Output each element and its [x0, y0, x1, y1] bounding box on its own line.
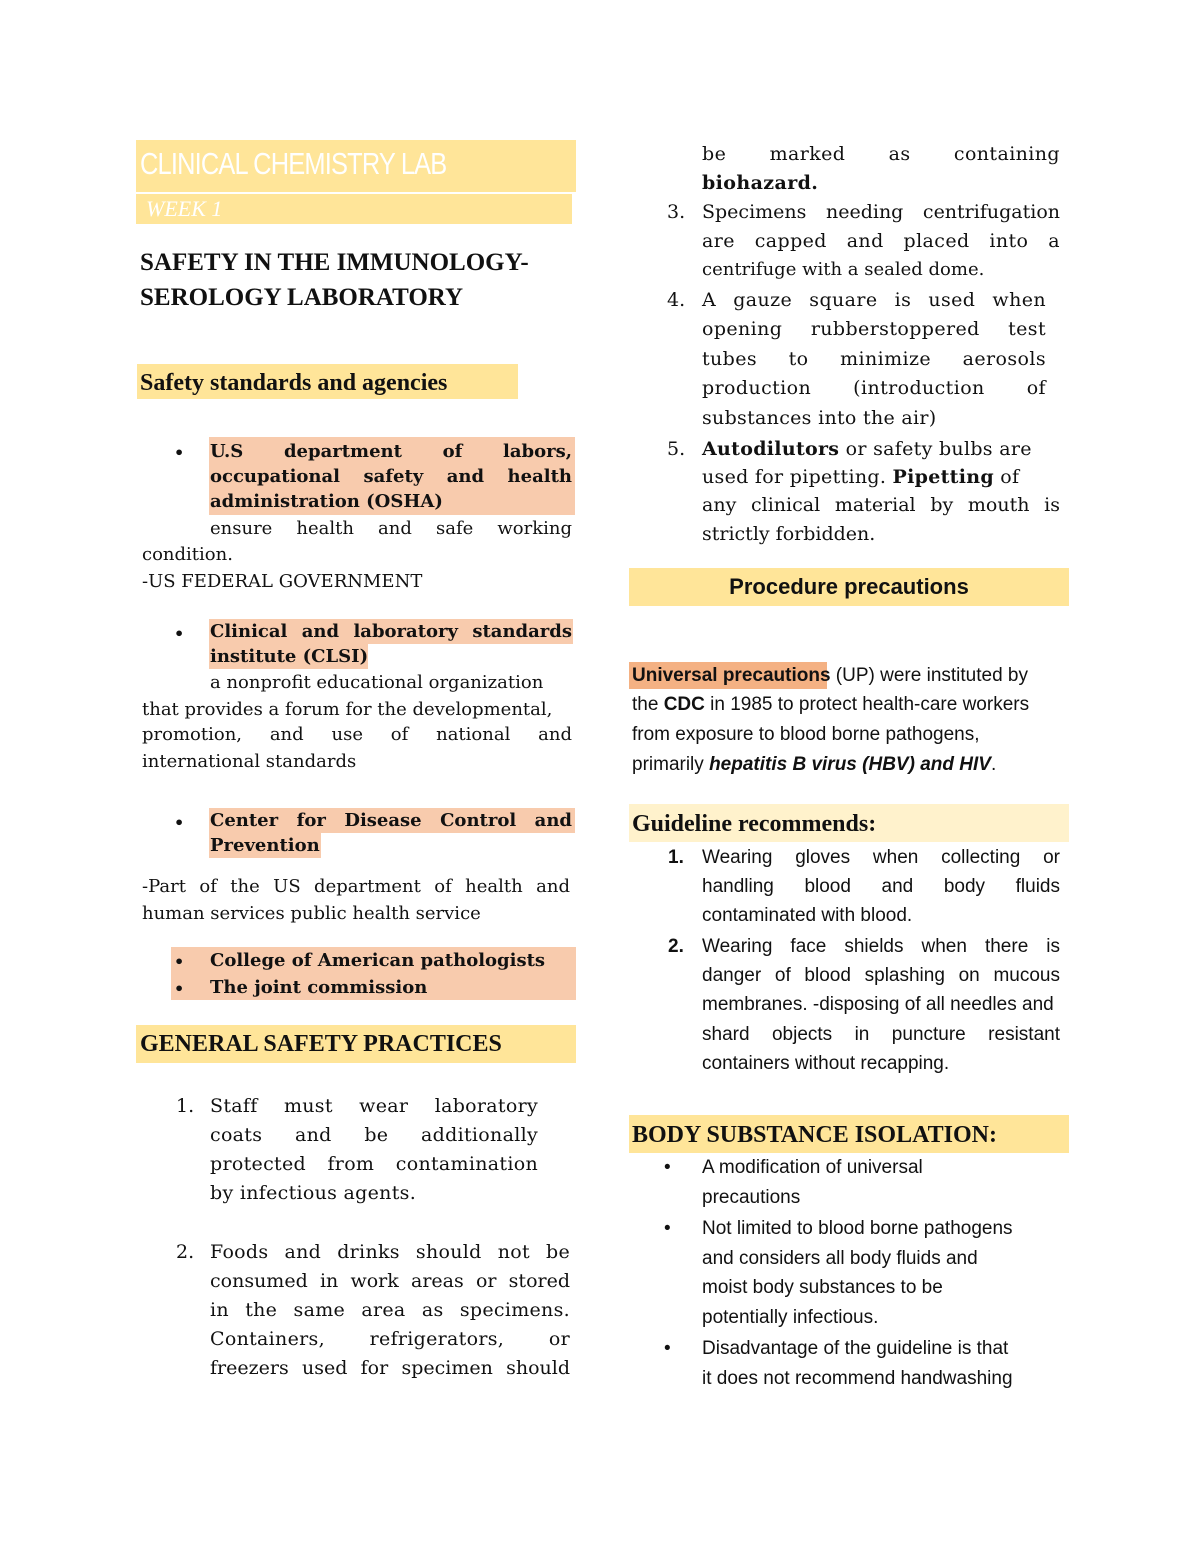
clsi-desc-line2: that provides a forum for the developmental,	[142, 699, 553, 720]
guide-number: 2.	[668, 936, 684, 957]
cap-item: College of American pathologists	[210, 950, 546, 971]
item-number: 3.	[667, 201, 686, 223]
practice2-line: consumed in work areas or stored	[210, 1270, 570, 1292]
item3-line: centrifuge with a sealed dome.	[702, 259, 985, 280]
guide1-line: handling blood and body fluids	[702, 876, 1060, 897]
guide2-line: Wearing face shields when there is	[702, 936, 1060, 957]
cdc-text: CDC	[663, 694, 705, 715]
practice2-line: in the same area as specimens.	[210, 1299, 570, 1321]
item-number: 5.	[667, 438, 686, 460]
item4-line: opening rubberstoppered test	[702, 318, 1046, 340]
practice2-line: freezers used for specimen should	[210, 1357, 570, 1379]
item3-line: are capped and placed into a	[702, 230, 1060, 252]
week-label: WEEK 1	[146, 196, 223, 221]
bullet-icon: •	[664, 1218, 671, 1239]
item5-text: of	[993, 466, 1020, 488]
bullet-icon: •	[174, 443, 185, 462]
up-line1	[632, 661, 1028, 691]
cdc-line1: Center for Disease Control and	[210, 810, 572, 831]
pipetting-text: Pipetting	[892, 466, 994, 488]
guide2-line: containers without recapping.	[702, 1053, 950, 1074]
bullet-icon: •	[664, 1157, 671, 1178]
guide1-line: Wearing gloves when collecting or	[702, 847, 1060, 868]
practice1-line: coats and be additionally	[210, 1124, 538, 1146]
page-title-line2: SEROLOGY LABORATORY	[140, 284, 464, 311]
item5-text: used for pipetting.	[702, 466, 893, 488]
hbv-hiv-text: hepatitis B virus (HBV) and HIV	[709, 754, 991, 775]
course-title: CLINICAL CHEMISTRY LAB	[140, 146, 447, 181]
guide1-line: contaminated with blood.	[702, 905, 913, 926]
section-title-guideline: Guideline recommends:	[632, 811, 877, 837]
up-text: the	[632, 694, 664, 715]
practice2-line: Containers, refrigerators, or	[210, 1328, 570, 1350]
item4-line: substances into the air)	[702, 407, 937, 429]
page-title-line1: SAFETY IN THE IMMUNOLOGY-	[140, 249, 529, 276]
item4-line: tubes to minimize aerosols	[702, 348, 1046, 370]
item-number: 4.	[667, 289, 686, 311]
osha-line3: administration (OSHA)	[210, 491, 443, 512]
practice1-line: protected from contamination	[210, 1153, 538, 1175]
osha-desc-line2: condition.	[142, 544, 233, 565]
section-title-bsi: BODY SUBSTANCE ISOLATION:	[632, 1122, 997, 1148]
osha-line1: U.S department of labors,	[210, 441, 572, 462]
practice-number: 1.	[176, 1095, 195, 1117]
cdc-desc-line1: -Part of the US department of health and	[142, 876, 570, 897]
item5-text: or safety bulbs are	[839, 438, 1032, 460]
clsi-desc-line4: international standards	[142, 751, 357, 772]
bullet-icon: •	[174, 979, 185, 998]
autodilutors-text: Autodilutors	[702, 438, 840, 460]
practice2-line: Foods and drinks should not be	[210, 1241, 570, 1263]
bullet-icon: •	[174, 813, 185, 832]
guide2-line: danger of blood splashing on mucous	[702, 965, 1060, 986]
item5-line2	[702, 464, 1062, 490]
guide2-line: shard objects in puncture resistant	[702, 1024, 1060, 1045]
section-title-procedure: Procedure precautions	[729, 574, 969, 599]
practice-number: 2.	[176, 1241, 195, 1263]
bullet-icon: •	[664, 1338, 671, 1359]
biohazard-text: biohazard.	[702, 172, 819, 194]
bsi2-line: Not limited to blood borne pathogens	[702, 1218, 1013, 1239]
up-line2	[632, 690, 1029, 720]
osha-desc-line3: -US FEDERAL GOVERNMENT	[142, 571, 423, 592]
section-title-standards: Safety standards and agencies	[140, 370, 448, 396]
up-text: .	[990, 754, 997, 775]
practice1-line: Staff must wear laboratory	[210, 1095, 538, 1117]
universal-precautions-label: Universal precautions	[632, 665, 831, 686]
item5-line4: strictly forbidden.	[702, 523, 876, 545]
guide-number: 1.	[668, 847, 684, 868]
continued-line: be marked as containing	[702, 143, 1060, 165]
clsi-desc-line3: promotion, and use of national and	[142, 724, 572, 745]
section-title-general: GENERAL SAFETY PRACTICES	[140, 1031, 502, 1057]
bsi2-line: moist body substances to be	[702, 1277, 943, 1298]
bullet-icon: •	[174, 624, 185, 643]
bsi3-line: Disadvantage of the guideline is that	[702, 1338, 1009, 1359]
clsi-line2: institute (CLSI)	[210, 646, 369, 667]
up-text: primarily	[632, 754, 710, 775]
item4-line: production (introduction of	[702, 377, 1046, 399]
item3-line: Specimens needing centrifugation	[702, 201, 1060, 223]
item4-line: A gauze square is used when	[702, 289, 1046, 311]
joint-commission-item: The joint commission	[210, 977, 428, 998]
up-text: in 1985 to protect health-care workers	[704, 694, 1030, 715]
practice1-line: by infectious agents.	[210, 1182, 417, 1204]
osha-line2: occupational safety and health	[210, 466, 572, 487]
bsi3-line: it does not recommend handwashing	[702, 1368, 1013, 1389]
clsi-line1: Clinical and laboratory standards	[210, 621, 572, 642]
bsi1-line: precautions	[702, 1187, 801, 1208]
item5-line3: any clinical material by mouth is	[702, 494, 1060, 516]
osha-desc-line1: ensure health and safe working	[210, 518, 572, 539]
guide2-line: membranes. -disposing of all needles and	[702, 994, 1054, 1015]
bsi2-line: potentially infectious.	[702, 1307, 879, 1328]
up-text: (UP) were instituted by	[830, 665, 1028, 686]
cdc-desc-line2: human services public health service	[142, 903, 481, 924]
bsi1-line: A modification of universal	[702, 1157, 923, 1178]
item5-line1	[702, 436, 1062, 462]
up-line4	[632, 750, 996, 780]
bullet-icon: •	[174, 952, 185, 971]
bsi2-line: and considers all body fluids and	[702, 1248, 978, 1269]
clsi-desc-line1: a nonprofit educational organization	[210, 672, 544, 693]
cdc-line2: Prevention	[210, 835, 320, 856]
up-line3: from exposure to blood borne pathogens,	[632, 724, 980, 745]
